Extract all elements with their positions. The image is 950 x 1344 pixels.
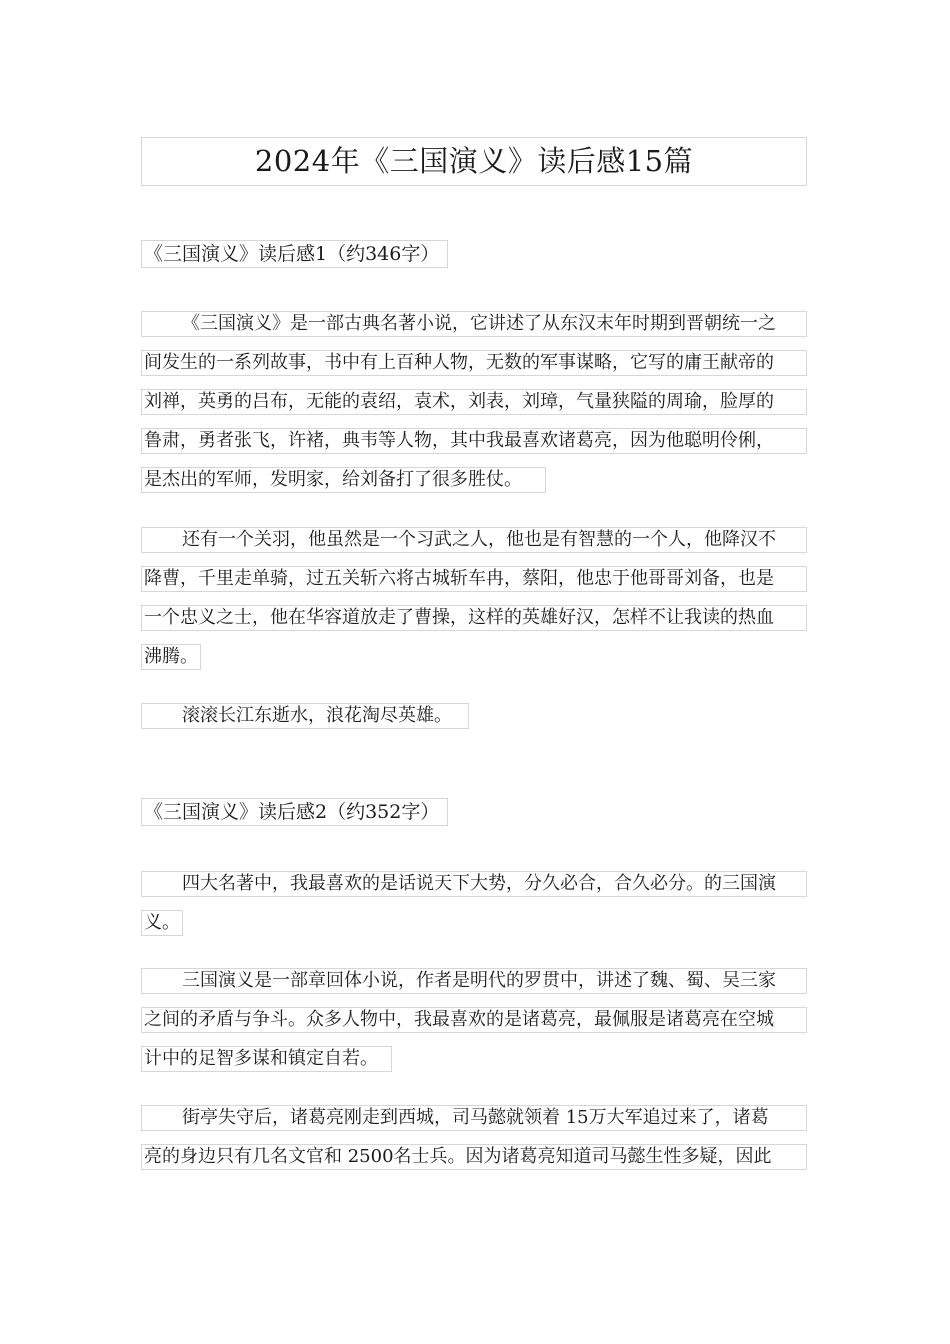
- text-line: 四大名著中，我最喜欢的是话说天下大势，分久必合，合久必分。的三国演: [141, 871, 807, 897]
- text-line: 还有一个关羽，他虽然是一个习武之人，他也是有智慧的一个人，他降汉不: [141, 527, 807, 553]
- text-line: 刘禅，英勇的吕布，无能的袁绍，袁术，刘表，刘璋，气量狭隘的周瑜，脸厚的: [141, 389, 807, 415]
- text-line: 三国演义是一部章回体小说，作者是明代的罗贯中，讲述了魏、蜀、吴三家: [141, 968, 807, 994]
- text-line: 街亭失守后，诸葛亮刚走到西城，司马懿就领着 15万大军追过来了，诸葛: [141, 1105, 807, 1131]
- text-line: 降曹，千里走单骑，过五关斩六将古城斩车冉，蔡阳，他忠于他哥哥刘备，也是: [141, 566, 807, 592]
- text-line: 之间的矛盾与争斗。众多人物中，我最喜欢的是诸葛亮，最佩服是诸葛亮在空城: [141, 1007, 807, 1033]
- section-1-heading: 《三国演义》读后感1（约346字）: [141, 240, 448, 268]
- text-line: 计中的足智多谋和镇定自若。: [141, 1046, 392, 1072]
- text-line: 亮的身边只有几名文官和 2500名士兵。因为诸葛亮知道司马懿生性多疑，因此: [141, 1144, 807, 1170]
- text-line: 间发生的一系列故事，书中有上百种人物，无数的军事谋略，它写的庸王献帝的: [141, 350, 807, 376]
- text-line: 义。: [141, 910, 183, 936]
- text-line: 一个忠义之士，他在华容道放走了曹操，这样的英雄好汉，怎样不让我读的热血: [141, 605, 807, 631]
- text-line: 《三国演义》是一部古典名著小说，它讲述了从东汉末年时期到晋朝统一之: [141, 311, 807, 337]
- text-line: 滚滚长江东逝水，浪花淘尽英雄。: [141, 703, 469, 729]
- text-line: 鲁肃，勇者张飞，许褚，典韦等人物，其中我最喜欢诸葛亮，因为他聪明伶俐，: [141, 428, 807, 454]
- document-title: 2024年《三国演义》读后感15篇: [141, 137, 807, 186]
- section-2-heading: 《三国演义》读后感2（约352字）: [141, 798, 448, 826]
- text-line: 沸腾。: [141, 644, 201, 670]
- text-line: 是杰出的军师，发明家，给刘备打了很多胜仗。: [141, 467, 546, 493]
